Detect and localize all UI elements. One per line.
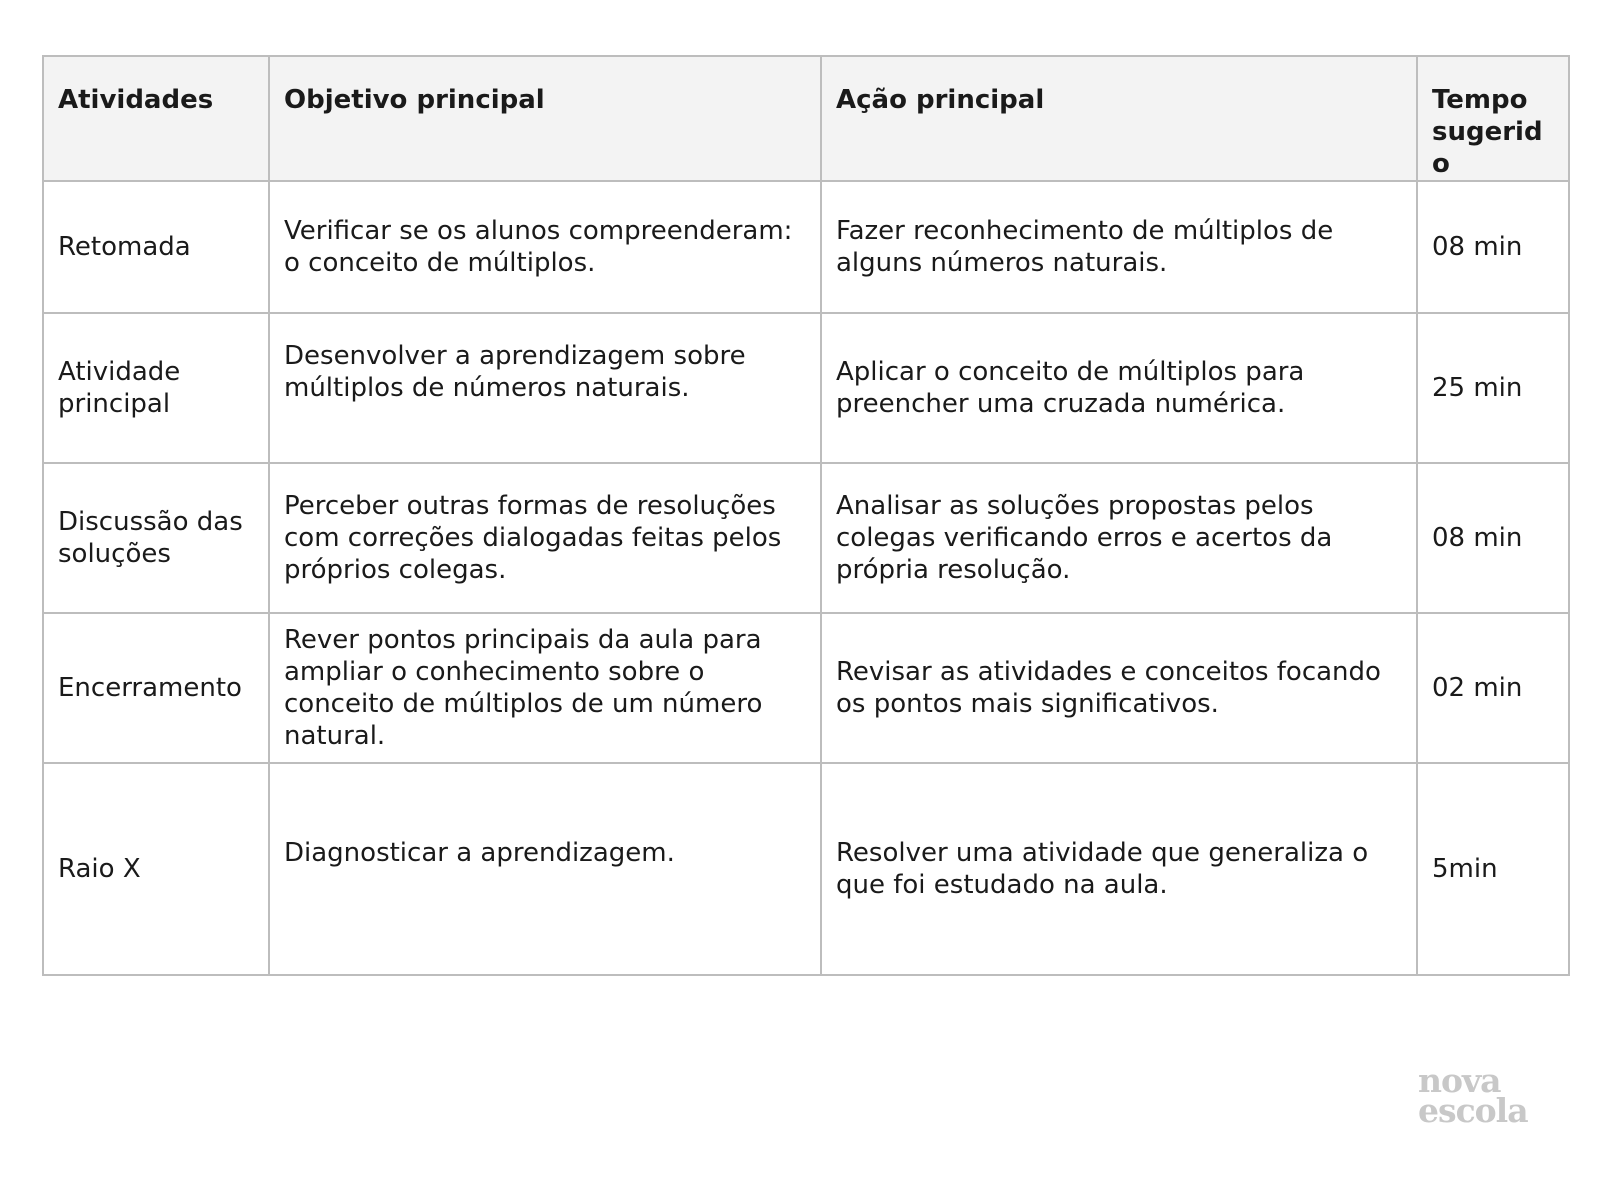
time-cell: 08 min: [1417, 463, 1569, 613]
activity-cell: Encerramento: [43, 613, 269, 763]
action-cell: Revisar as atividades e conceitos focando os pontos mais significativos.: [821, 613, 1417, 763]
objective-cell: Perceber outras formas de resoluções com correções dialogadas feitas pelos próprios colegas.: [269, 463, 821, 613]
activity-cell: Discussão das soluções: [43, 463, 269, 613]
time-cell: 08 min: [1417, 181, 1569, 313]
table-row: [43, 463, 1569, 613]
table-header-row: [43, 56, 1569, 181]
objective-cell: Desenvolver a aprendizagem sobre múltiplos de números naturais.: [269, 313, 821, 463]
logo-line-nova: nova: [1418, 1061, 1501, 1100]
action-cell: Fazer reconhecimento de múltiplos de alguns números naturais.: [821, 181, 1417, 313]
action-cell: Resolver uma atividade que generaliza o que foi estudado na aula.: [821, 763, 1417, 975]
lesson-plan-table: [42, 55, 1570, 976]
activity-cell: Retomada: [43, 181, 269, 313]
table-row: [43, 613, 1569, 763]
action-cell: Aplicar o conceito de múltiplos para preencher uma cruzada numérica.: [821, 313, 1417, 463]
nova-escola-logo: [1418, 1061, 1538, 1130]
time-cell: 02 min: [1417, 613, 1569, 763]
activity-cell: Raio X: [43, 763, 269, 975]
header-objetivo: Objetivo principal: [269, 56, 821, 181]
table-row: [43, 313, 1569, 463]
header-atividades: Atividades: [43, 56, 269, 181]
time-cell: 25 min: [1417, 313, 1569, 463]
objective-cell: Rever pontos principais da aula para ampliar o conhecimento sobre o conceito de múltiplos de um número natural.: [269, 613, 821, 763]
objective-cell: Verificar se os alunos compreenderam: o conceito de múltiplos.: [269, 181, 821, 313]
logo-line-escola: escola: [1418, 1091, 1528, 1130]
header-tempo: Tempo sugerido: [1417, 56, 1569, 181]
time-cell: 5min: [1417, 763, 1569, 975]
table-row: [43, 763, 1569, 975]
activity-cell: Atividade principal: [43, 313, 269, 463]
action-cell: Analisar as soluções propostas pelos colegas verificando erros e acertos da própria resolução.: [821, 463, 1417, 613]
table-row: [43, 181, 1569, 313]
objective-cell: Diagnosticar a aprendizagem.: [269, 763, 821, 975]
header-acao: Ação principal: [821, 56, 1417, 181]
